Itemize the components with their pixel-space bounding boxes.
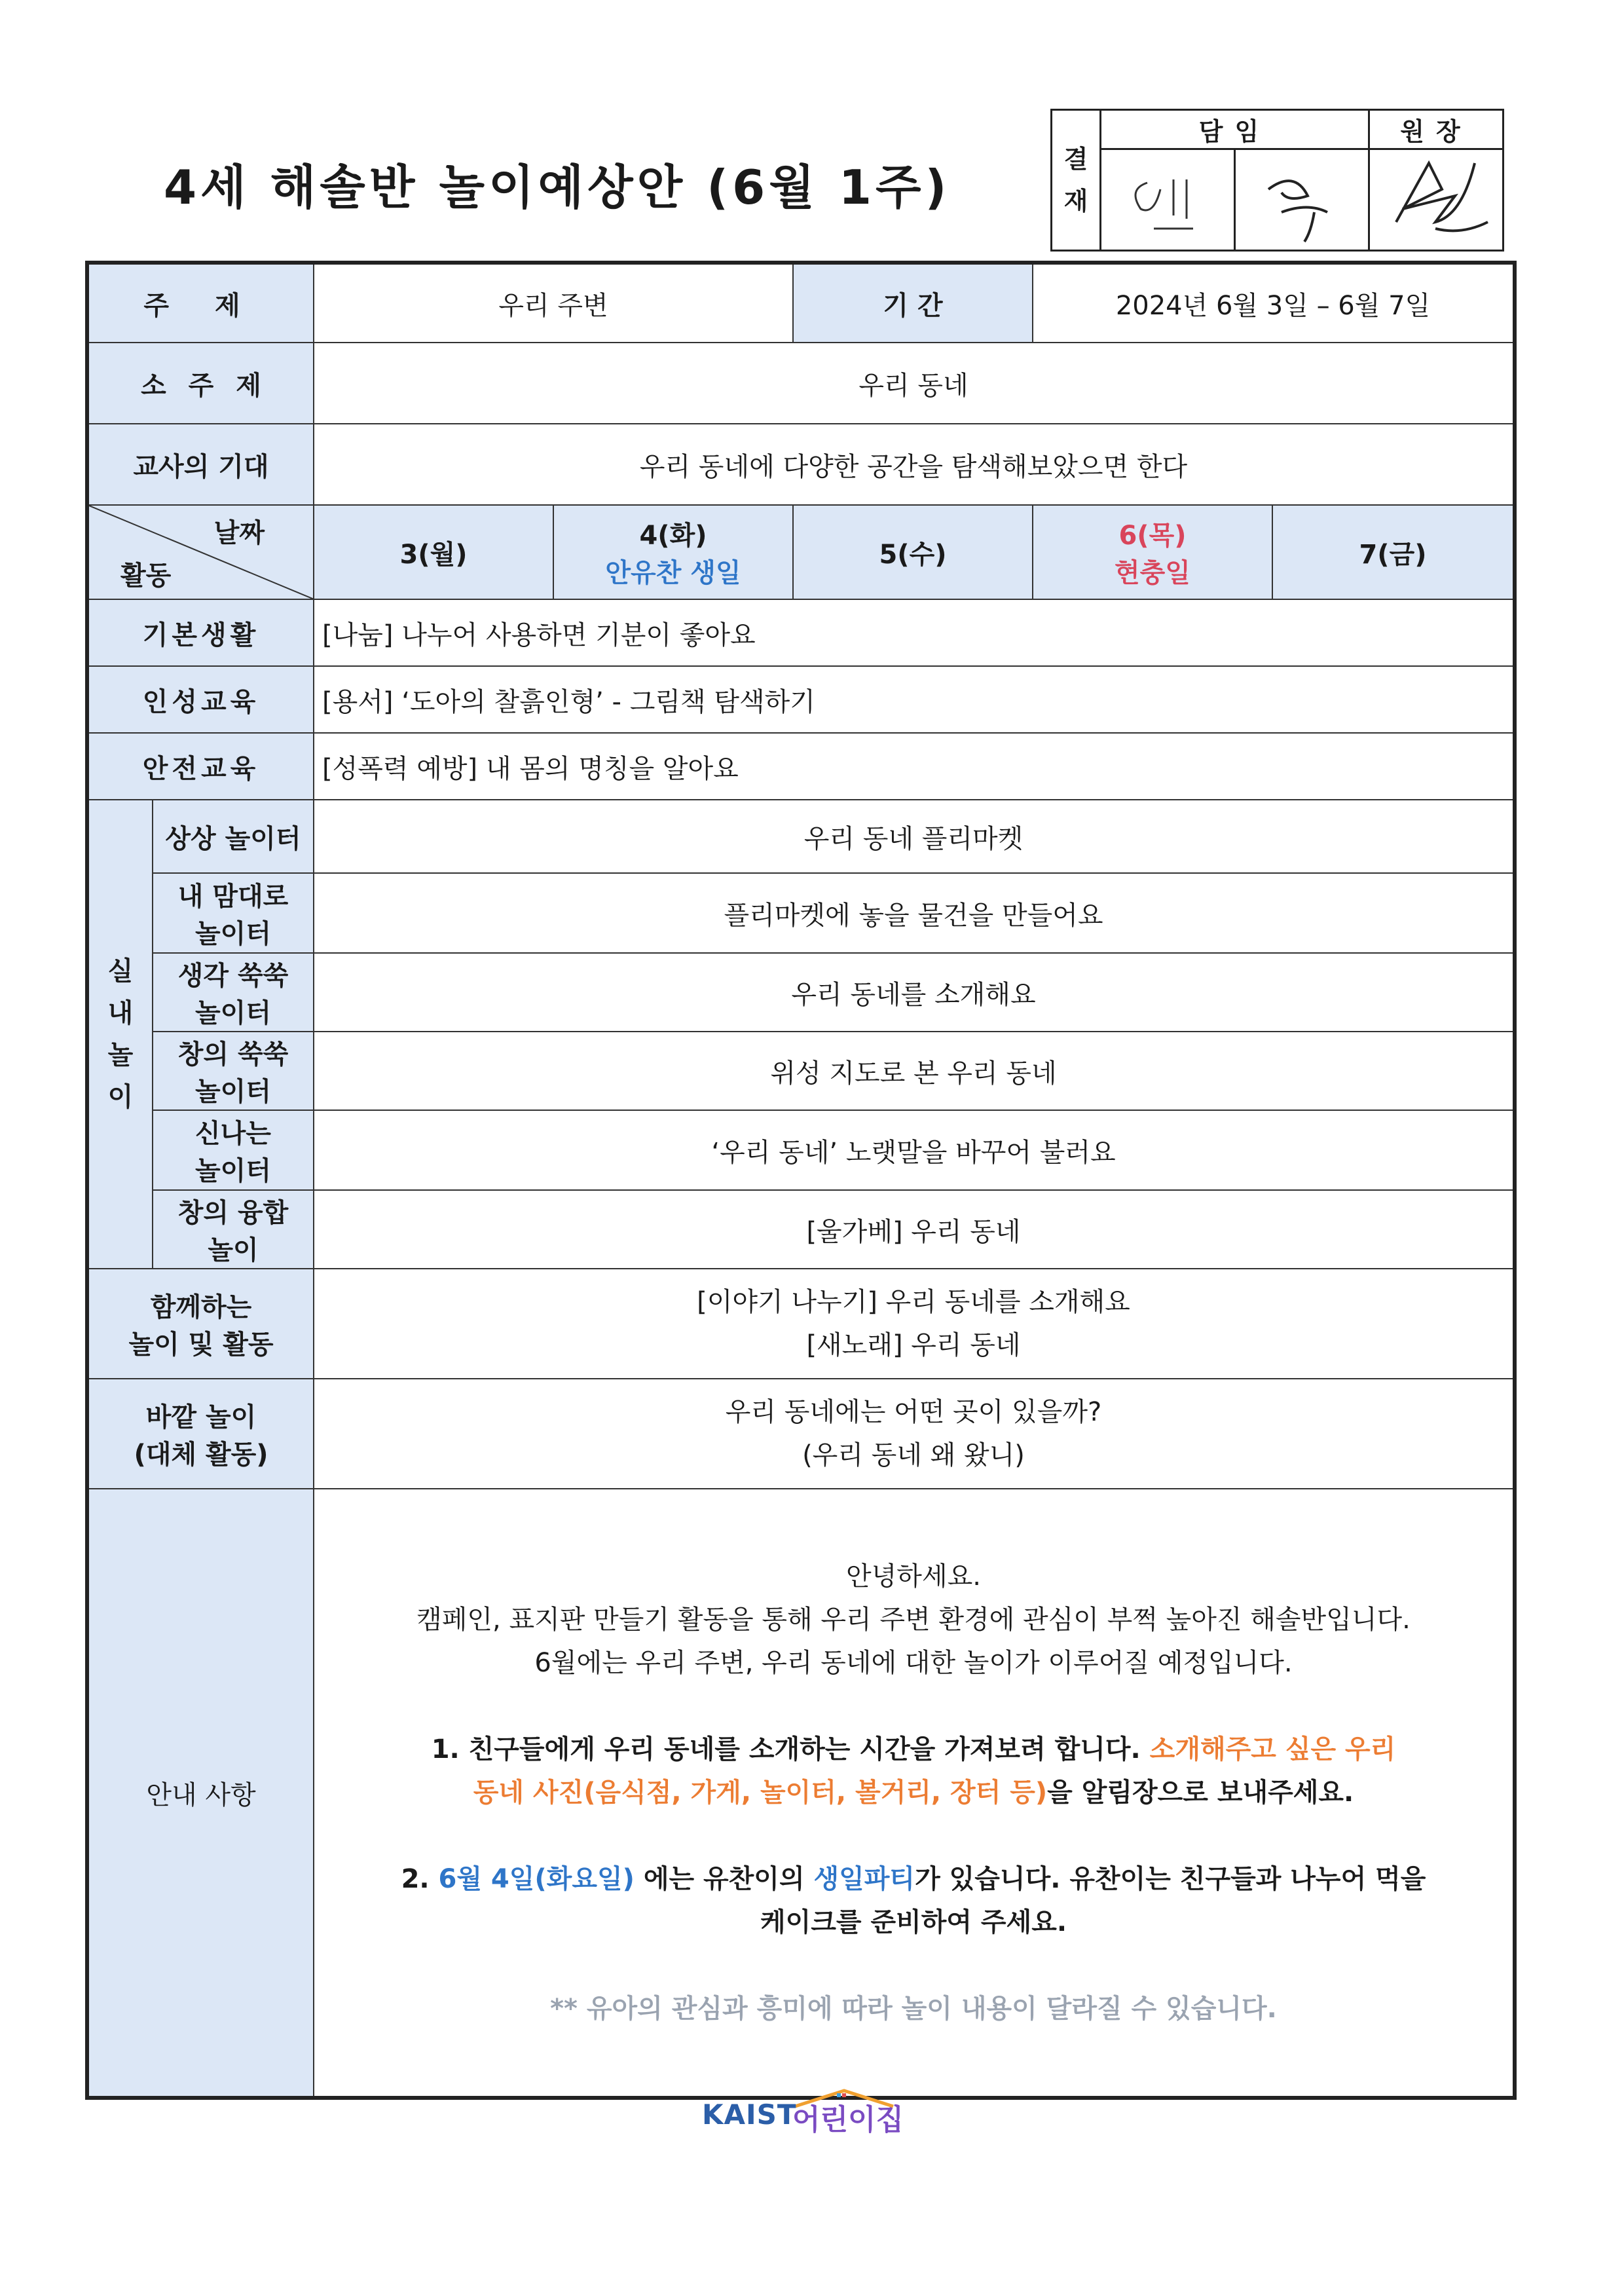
notice-greeting: 안녕하세요. — [846, 1561, 981, 1592]
indoor-item-label: 창의 쑥쑥 놀이터 — [153, 1032, 314, 1110]
indoor-item-label: 신나는 놀이터 — [153, 1110, 314, 1190]
indoor-item-label: 상상 놀이터 — [153, 800, 314, 873]
approval-teacher-header: 담임 — [1101, 110, 1369, 149]
theme-label: 주 제 — [87, 263, 314, 343]
notice-item-1-cont: 동네 사진(음식점, 가게, 놀이터, 볼거리, 장터 등)을 알림장으로 보내주세요. — [473, 1778, 1354, 1808]
indoor-item-value: 우리 동네를 소개해요 — [314, 953, 1515, 1032]
page-title: 4세 해솔반 놀이예상안 (6월 1주) — [164, 160, 951, 215]
day-mon: 3(월) — [314, 505, 553, 599]
day-fri: 7(금) — [1272, 505, 1515, 599]
kaist-daycare-logo: KAIST 어린이집 — [697, 2087, 932, 2139]
date-activity-header: 날짜 활동 — [87, 505, 314, 599]
indoor-item-value: 위성 지도로 본 우리 동네 — [314, 1032, 1515, 1110]
theme-value: 우리 주변 — [314, 263, 793, 343]
notice-footnote: ** 유아의 관심과 흥미에 따라 놀이 내용이 달라질 수 있습니다. — [550, 1994, 1277, 2024]
character-edu-label: 인성교육 — [87, 666, 314, 733]
notice-item-1: 1. 친구들에게 우리 동네를 소개하는 시간을 가져보려 합니다. 소개해주고 싶은 우리 — [431, 1734, 1396, 1764]
indoor-play-label: 실 내 놀 이 — [87, 800, 153, 1269]
safety-edu-value: [성폭력 예방] 내 몸의 명칭을 알아요 — [314, 733, 1515, 800]
day-tue: 4(화) 안유찬 생일 — [553, 505, 793, 599]
safety-edu-label: 안전교육 — [87, 733, 314, 800]
holiday-note: 현충일 — [1115, 558, 1190, 588]
character-edu-value: [용서] ‘도아의 찰흙인형’ - 그림책 탐색하기 — [314, 666, 1515, 733]
approval-director-header: 원장 — [1369, 110, 1504, 149]
indoor-item-value: [울가베] 우리 동네 — [314, 1190, 1515, 1269]
day-wed: 5(수) — [793, 505, 1033, 599]
period-label: 기 간 — [793, 263, 1033, 343]
basic-life-label: 기본생활 — [87, 599, 314, 666]
teacher-expectation-value: 우리 동네에 다양한 공간을 탐색해보았으면 한다 — [314, 424, 1515, 505]
teacher-signature-1 — [1101, 149, 1235, 251]
together-activity-value: [이야기 나누기] 우리 동네를 소개해요 [새노래] 우리 동네 — [314, 1269, 1515, 1379]
indoor-item-label: 창의 융합 놀이 — [153, 1190, 314, 1269]
outdoor-play-label: 바깥 놀이 (대체 활동) — [87, 1379, 314, 1489]
together-activity-label: 함께하는 놀이 및 활동 — [87, 1269, 314, 1379]
teacher-signature-2 — [1235, 149, 1369, 251]
notice-content — [314, 1489, 1515, 2098]
indoor-item-label: 내 맘대로 놀이터 — [153, 873, 314, 953]
subtheme-label: 소 주 제 — [87, 343, 314, 424]
director-signature — [1369, 149, 1504, 251]
teacher-expectation-label: 교사의 기대 — [87, 424, 314, 505]
notice-paragraph: 6월에는 우리 주변, 우리 동네에 대한 놀이가 이루어질 예정입니다. — [534, 1648, 1293, 1678]
subtheme-value: 우리 동네 — [314, 343, 1515, 424]
indoor-item-value: 플리마켓에 놓을 물건을 만들어요 — [314, 873, 1515, 953]
approval-box — [1050, 109, 1504, 252]
notice-item-2-cont: 케이크를 준비하여 주세요. — [760, 1907, 1067, 1937]
notice-item-2: 2. 6월 4일(화요일) 에는 유찬이의 생일파티가 있습니다. 유찬이는 친구들과 나누어 먹을 — [401, 1864, 1426, 1894]
notice-label: 안내 사항 — [87, 1489, 314, 2098]
birthday-note: 안유찬 생일 — [605, 558, 741, 588]
outdoor-play-value: 우리 동네에는 어떤 곳이 있을까? (우리 동네 왜 왔니) — [314, 1379, 1515, 1489]
indoor-item-value: ‘우리 동네’ 노랫말을 바꾸어 불러요 — [314, 1110, 1515, 1190]
indoor-item-value: 우리 동네 플리마켓 — [314, 800, 1515, 873]
indoor-item-label: 생각 쑥쑥 놀이터 — [153, 953, 314, 1032]
period-value: 2024년 6월 3일 – 6월 7일 — [1033, 263, 1515, 343]
notice-paragraph: 캠페인, 표지판 만들기 활동을 통해 우리 주변 환경에 관심이 부쩍 높아진 해솔반입니다. — [416, 1605, 1411, 1635]
approval-label: 결 재 — [1052, 110, 1101, 251]
day-thu: 6(목) 현충일 — [1033, 505, 1272, 599]
basic-life-value: [나눔] 나누어 사용하면 기분이 좋아요 — [314, 599, 1515, 666]
plan-table — [85, 261, 1517, 2100]
